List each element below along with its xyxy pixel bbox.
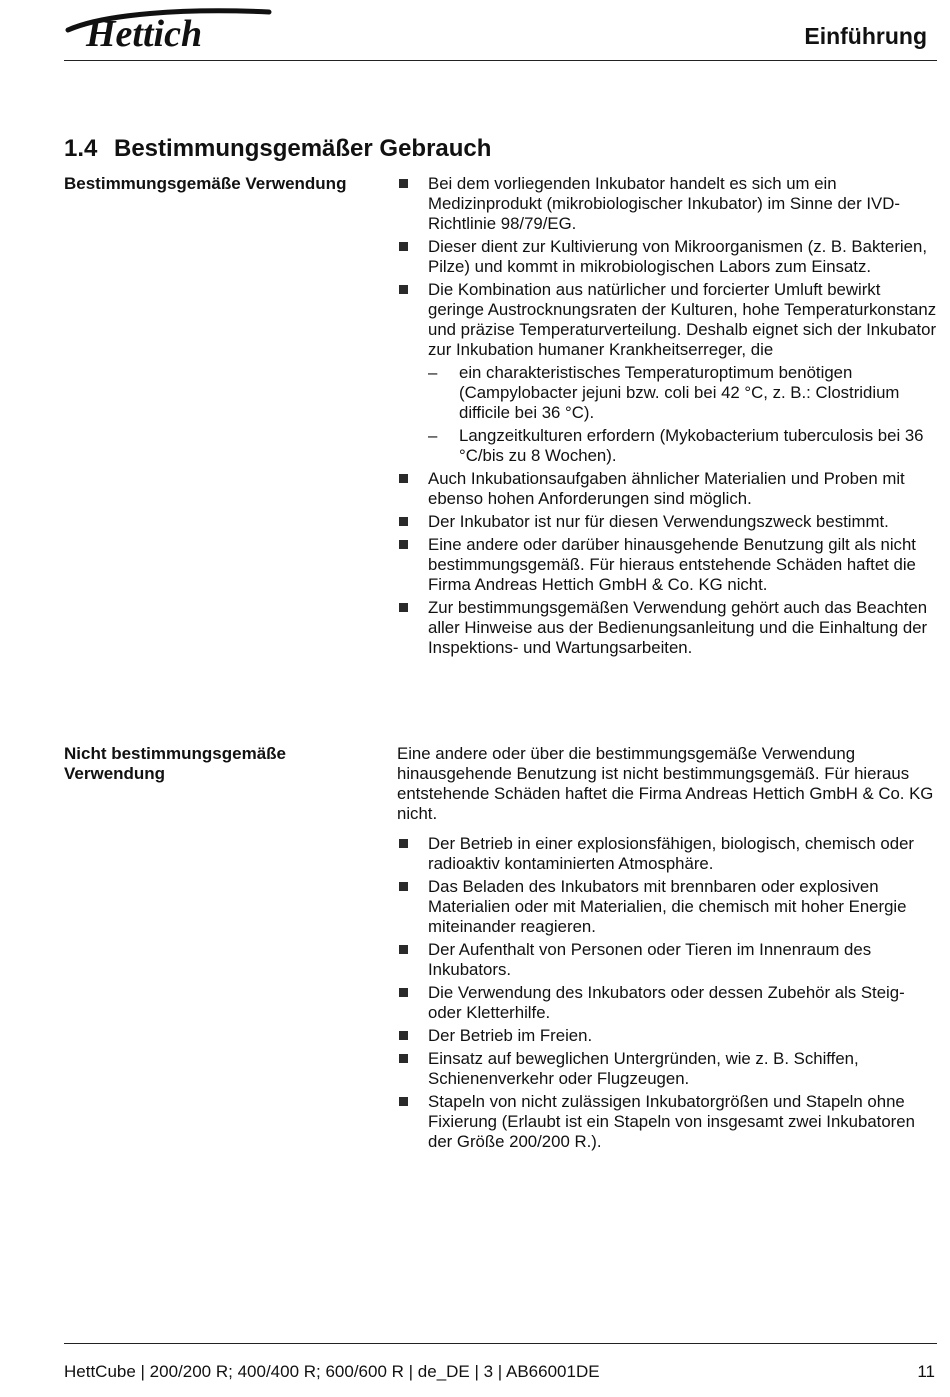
intended-use-list	[397, 174, 937, 658]
list-item: Zur bestimmungsgemäßen Verwendung gehört auch das Beachten aller Hinweise aus der Bedienungsanleitung und die Einhaltung der Inspektions- und Wartungsarbeiten.	[397, 598, 937, 658]
page-footer	[64, 1343, 937, 1381]
square-bullet-icon	[399, 540, 408, 549]
square-bullet-icon	[399, 517, 408, 526]
intended-use-content	[397, 174, 937, 661]
square-bullet-icon	[399, 1031, 408, 1040]
square-bullet-icon	[399, 988, 408, 997]
footer-document-info: HettCube | 200/200 R; 400/400 R; 600/600 R | de_DE | 3 | AB66001DE	[64, 1362, 600, 1381]
page-header	[64, 0, 937, 61]
square-bullet-icon	[399, 1054, 408, 1063]
square-bullet-icon	[399, 474, 408, 483]
misuse-label: Nicht bestimmungsgemäße Verwendung	[64, 744, 286, 783]
section-number: 1.4	[64, 135, 98, 162]
square-bullet-icon	[399, 839, 408, 848]
sub-list-item: – Langzeitkulturen erfordern (Mykobacterium tuberculosis bei 36 °C/bis zu 8 Wochen).	[428, 426, 924, 465]
square-bullet-icon	[399, 603, 408, 612]
list-item: Der Betrieb in einer explosionsfähigen, biologisch, chemisch oder radioaktiv kontaminierten Atmosphäre.	[397, 834, 937, 874]
sub-list-item: – ein charakteristisches Temperaturoptimum benötigen (Campylobacter jejuni bzw. coli bei 42 °C, z. B.: Clostridium difficile bei 36 °C).	[428, 363, 900, 422]
section-name: Einführung	[804, 23, 927, 49]
list-item: Der Inkubator ist nur für diesen Verwendungszweck bestimmt.	[397, 512, 937, 532]
list-item: Das Beladen des Inkubators mit brennbaren oder explosiven Materialien oder mit Materialien, die chemisch mit hoher Energie miteinander reagieren.	[397, 877, 937, 937]
hettich-logo-mark	[64, 4, 274, 52]
page-title	[64, 135, 491, 163]
list-item: Einsatz auf beweglichen Untergründen, wie z. B. Schiffen, Schienenverkehr oder Flugzeugen.	[397, 1049, 937, 1089]
square-bullet-icon	[399, 945, 408, 954]
list-item: Dieser dient zur Kultivierung von Mikroorganismen (z. B. Bakterien, Pilze) und kommt in mikrobiologischen Labors zum Einsatz.	[397, 237, 937, 277]
misuse-intro: Eine andere oder über die bestimmungsgemäße Verwendung hinausgehende Benutzung ist nicht bestimmungsgemäß. Für hieraus entstehende Schäden haftet die Firma Andreas Hettich GmbH & Co. KG nicht.	[397, 744, 934, 823]
list-item: Bei dem vorliegenden Inkubator handelt es sich um ein Medizinprodukt (mikrobiologischer Inkubator) im Sinne der IVD-Richtlinie 98/79/EG.	[397, 174, 937, 234]
misuse-list	[397, 834, 937, 1152]
list-item: Auch Inkubationsaufgaben ähnlicher Materialien und Proben mit ebenso hohen Anforderungen sind möglich.	[397, 469, 937, 509]
logo-wordmark: Hettich	[86, 13, 203, 52]
section-title: Bestimmungsgemäßer Gebrauch	[114, 135, 492, 162]
list-item: Eine andere oder darüber hinausgehende Benutzung gilt als nicht bestimmungsgemäß. Für hieraus entstehende Schäden haftet die Firma Andreas Hettich GmbH & Co. KG nicht.	[397, 535, 937, 595]
square-bullet-icon	[399, 882, 408, 891]
list-item: Der Aufenthalt von Personen oder Tieren im Innenraum des Inkubators.	[397, 940, 937, 980]
square-bullet-icon	[399, 242, 408, 251]
page-number: 11	[917, 1362, 935, 1381]
intended-use-label: Bestimmungsgemäße Verwendung	[64, 174, 347, 193]
misuse-content	[397, 744, 937, 1155]
list-item: Stapeln von nicht zulässigen Inkubatorgrößen und Stapeln ohne Fixierung (Erlaubt ist ein Stapeln von insgesamt zwei Inkubatoren der Größe 200/200 R.).	[397, 1092, 937, 1152]
square-bullet-icon	[399, 1097, 408, 1106]
list-item: Der Betrieb im Freien.	[397, 1026, 937, 1046]
dash-bullet: –	[428, 363, 438, 382]
list-item: Die Verwendung des Inkubators oder dessen Zubehör als Steig- oder Kletterhilfe.	[397, 983, 937, 1023]
square-bullet-icon	[399, 285, 408, 294]
sub-list	[428, 363, 937, 466]
square-bullet-icon	[399, 179, 408, 188]
list-item: Die Kombination aus natürlicher und forcierter Umluft bewirkt geringe Austrocknungsraten der Kulturen, hohe Temperaturkonstanz und präzise Temperaturverteilung. Deshalb eignet sich der Inkubator zur Inkubation humaner Krankheitserreger, die – ein charakteristisches Temperaturoptimum benötigen (Campylobacter jejuni bzw. coli bei 42 °C, z. B.: Clostridium difficile bei 36 °C). – Langzeitkulturen erfordern (Mykobacterium tuberculosis bei 36 °C/bis zu 8 Wochen).	[397, 280, 937, 466]
dash-bullet: –	[428, 426, 438, 445]
hettich-logo	[64, 4, 274, 52]
